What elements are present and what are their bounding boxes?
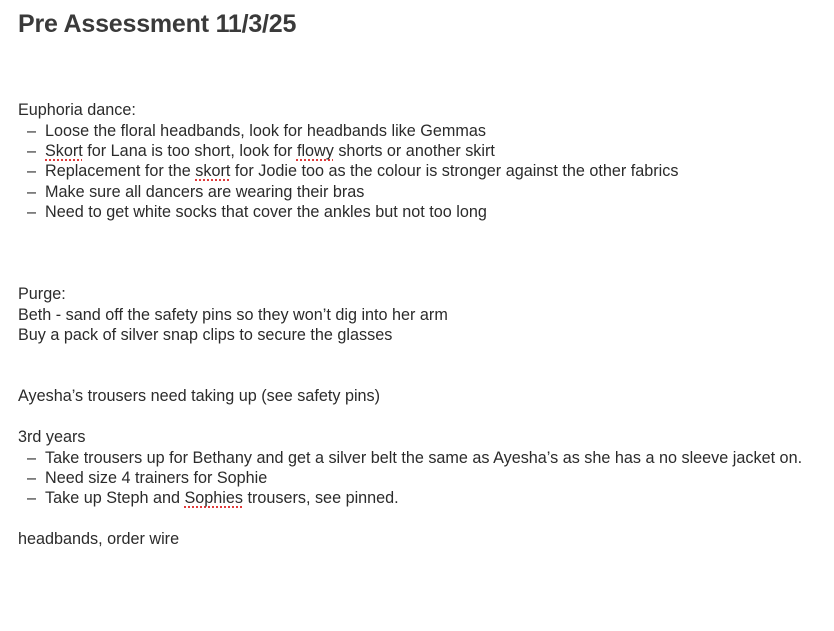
text-fragment: Take up Steph and (45, 489, 185, 507)
purge-line: Buy a pack of silver snap clips to secure the glasses (18, 326, 393, 344)
dash-marker: – (27, 449, 37, 467)
dash-marker: – (27, 183, 37, 201)
dash-marker: – (27, 142, 37, 160)
dash-marker: – (27, 162, 37, 180)
list-item-text (45, 161, 678, 181)
purge-line: Beth - sand off the safety pins so they won’t dig into her arm (18, 306, 448, 324)
misspelled-word[interactable]: Skort (45, 142, 83, 160)
list-item-text: Make sure all dancers are wearing their bras (45, 183, 365, 201)
footer-line: headbands, order wire (18, 530, 180, 548)
purge-heading: Purge: (18, 285, 66, 303)
list-item-text: Loose the floral headbands, look for headbands like Gemmas (45, 122, 486, 140)
note-title: Pre Assessment 11/3/25 (18, 10, 297, 38)
dash-marker: – (27, 469, 37, 487)
misspelled-word[interactable]: flowy (296, 142, 334, 160)
list-item-text (45, 141, 495, 161)
list-item-text: Need size 4 trainers for Sophie (45, 469, 268, 487)
text-fragment: shorts or another skirt (333, 142, 495, 160)
dash-marker: – (27, 489, 37, 507)
ayesha-line: Ayesha’s trousers need taking up (see safety pins) (18, 387, 381, 405)
list-item-text (45, 488, 399, 508)
list-item-text: Take trousers up for Bethany and get a silver belt the same as Ayesha’s as she has a no sleeve jacket on. (45, 449, 803, 467)
third-years-heading: 3rd years (18, 428, 86, 446)
text-fragment: Replacement for the (45, 162, 196, 180)
misspelled-word[interactable]: skort (195, 162, 231, 180)
text-fragment: for Lana is too short, look for (82, 142, 297, 160)
text-fragment: trousers, see pinned. (243, 489, 399, 507)
text-fragment: for Jodie too as the colour is stronger against the other fabrics (230, 162, 679, 180)
euphoria-heading: Euphoria dance: (18, 101, 136, 119)
misspelled-word[interactable]: Sophies (184, 489, 243, 507)
dash-marker: – (27, 122, 37, 140)
list-item-text: Need to get white socks that cover the ankles but not too long (45, 203, 487, 221)
dash-marker: – (27, 203, 37, 221)
